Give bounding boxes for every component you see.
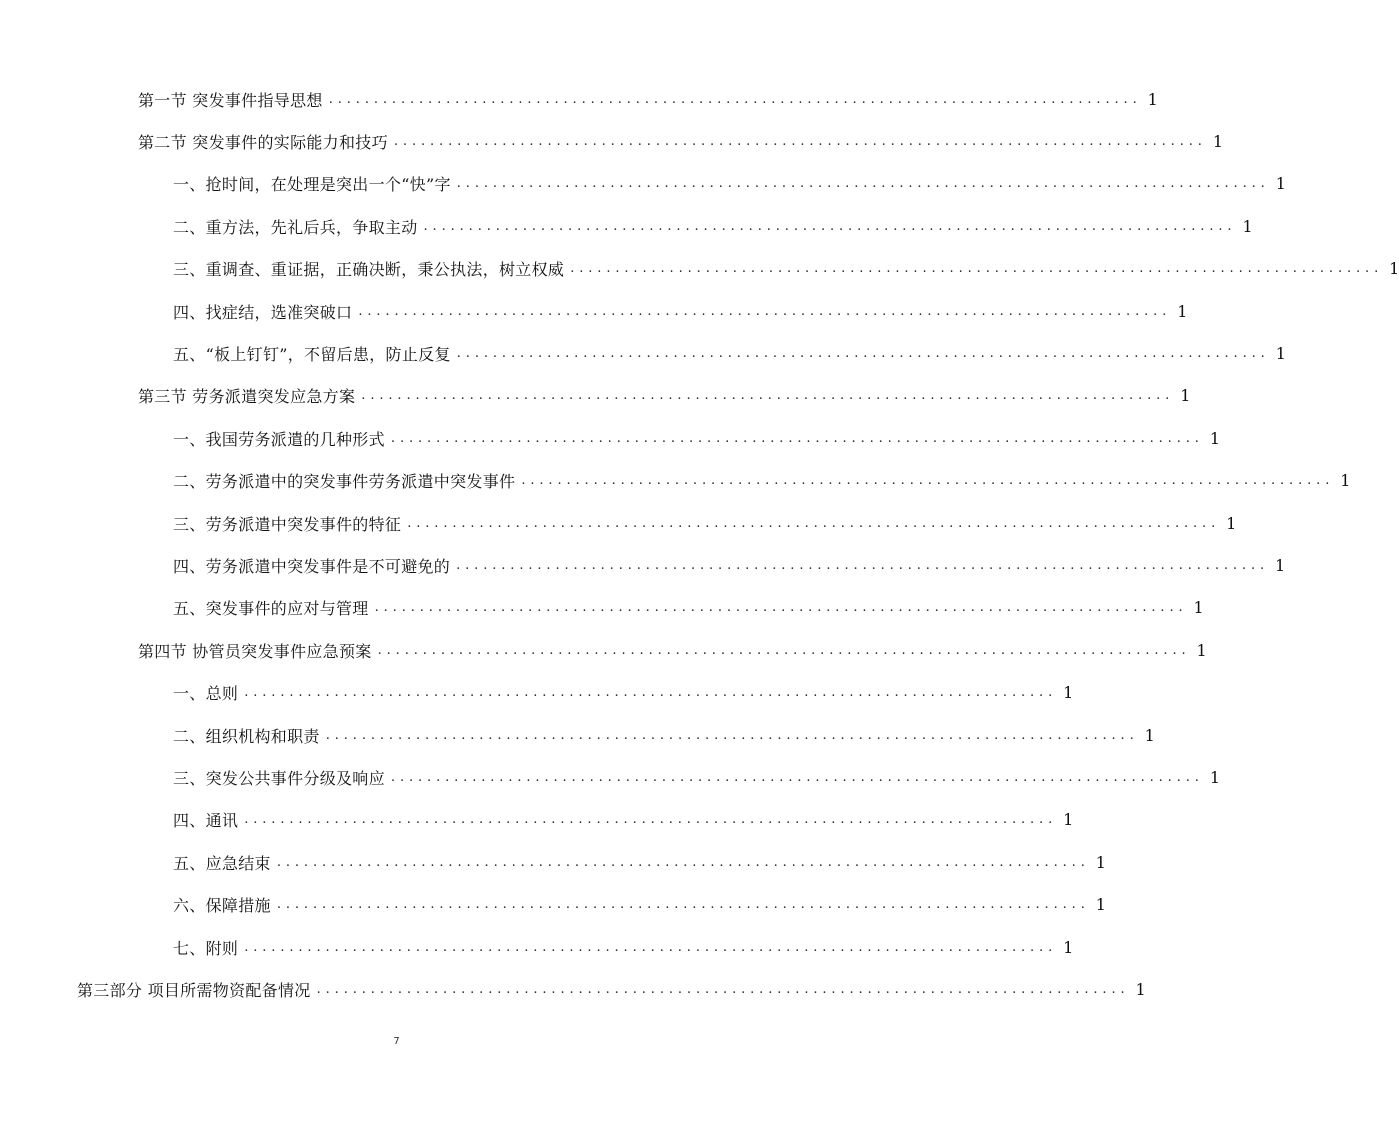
toc-entry-page: 1 [1226, 513, 1237, 533]
toc-leader-dots: .......................................................................................... [423, 218, 1237, 234]
toc-entry-page: 1 [1063, 937, 1074, 957]
toc-entry-page: 1 [1196, 640, 1207, 660]
toc-entry[interactable] [0, 78, 1158, 120]
toc-entry[interactable] [0, 205, 1253, 247]
toc-leader-dots: .......................................................................................... [393, 134, 1207, 150]
toc-leader-dots: .......................................................................................... [358, 303, 1172, 319]
toc-entry-page: 1 [1177, 301, 1188, 321]
table-of-contents [0, 78, 1399, 1011]
toc-entry[interactable] [0, 799, 1074, 841]
toc-leader-dots: .......................................................................................... [521, 473, 1335, 489]
toc-entry-label: 二、重方法，先礼后兵，争取主动 [173, 217, 418, 237]
toc-entry-label: 五、应急结束 [173, 853, 271, 873]
toc-entry[interactable] [0, 671, 1074, 713]
page-number: 7 [393, 1036, 400, 1047]
toc-leader-dots: .......................................................................................... [407, 515, 1221, 531]
toc-entry[interactable] [0, 841, 1106, 883]
toc-entry-page: 1 [1389, 259, 1399, 279]
toc-leader-dots: .......................................................................................... [456, 176, 1270, 192]
toc-entry-label: 七、附则 [173, 938, 239, 958]
toc-entry-label: 五、“板上钉钉”，不留后患，防止反复 [173, 345, 451, 365]
toc-entry-label: 二、劳务派遣中的突发事件劳务派遣中突发事件 [173, 472, 516, 492]
toc-entry[interactable] [0, 968, 1146, 1010]
toc-entry-label: 一、我国劳务派遣的几种形式 [173, 429, 385, 449]
toc-entry-page: 1 [1209, 767, 1221, 787]
toc-entry[interactable] [0, 587, 1204, 629]
toc-entry-page: 1 [1180, 386, 1191, 406]
toc-entry-page: 1 [1212, 132, 1223, 152]
toc-entry-page: 1 [1242, 216, 1253, 236]
toc-entry-label: 一、总则 [173, 684, 239, 704]
toc-entry[interactable] [0, 460, 1351, 502]
toc-entry-label: 六、保障措施 [173, 896, 271, 916]
toc-leader-dots: .......................................................................................... [316, 981, 1130, 997]
toc-leader-dots: .......................................................................................... [361, 388, 1175, 404]
toc-entry-label: 三、突发公共事件分级及响应 [173, 768, 385, 788]
toc-leader-dots: .......................................................................................... [390, 430, 1204, 446]
toc-entry-label: 第三部分 项目所需物资配备情况 [77, 980, 311, 1000]
toc-entry-page: 1 [1147, 89, 1158, 109]
toc-entry-label: 三、重调查、重证据，正确决断，秉公执法，树立权威 [173, 260, 565, 280]
toc-entry-page: 1 [1144, 725, 1155, 745]
toc-leader-dots: .......................................................................................... [456, 346, 1270, 362]
toc-entry-label: 第三节 劳务派遣突发应急方案 [138, 387, 356, 407]
toc-entry-page: 1 [1095, 895, 1106, 915]
toc-entry-label: 第四节 协管员突发事件应急预案 [138, 641, 372, 661]
toc-leader-dots: .......................................................................................... [244, 812, 1058, 828]
toc-entry[interactable] [0, 756, 1221, 798]
toc-leader-dots: .......................................................................................... [456, 557, 1270, 573]
toc-entry-page: 1 [1275, 344, 1286, 364]
toc-entry-label: 一、抢时间，在处理是突出一个“快”字 [173, 175, 451, 195]
toc-entry-label: 四、通讯 [173, 811, 239, 831]
toc-entry[interactable] [0, 417, 1221, 459]
toc-entry[interactable] [0, 332, 1286, 374]
toc-entry[interactable] [0, 544, 1286, 586]
toc-leader-dots: .......................................................................................... [570, 261, 1384, 277]
toc-leader-dots: .......................................................................................... [244, 685, 1058, 701]
toc-leader-dots: .......................................................................................... [325, 727, 1139, 743]
toc-entry[interactable] [0, 502, 1237, 544]
toc-entry-label: 三、劳务派遣中突发事件的特征 [173, 514, 402, 534]
toc-entry[interactable] [0, 120, 1223, 162]
toc-entry-label: 二、组织机构和职责 [173, 726, 320, 746]
toc-leader-dots: .......................................................................................... [276, 854, 1090, 870]
toc-leader-dots: .......................................................................................... [244, 939, 1058, 955]
toc-entry-page: 1 [1275, 555, 1286, 575]
toc-entry-page: 1 [1095, 852, 1106, 872]
toc-entry[interactable] [0, 714, 1155, 756]
toc-entry[interactable] [0, 926, 1074, 968]
toc-entry[interactable] [0, 290, 1188, 332]
toc-entry-label: 四、劳务派遣中突发事件是不可避免的 [173, 556, 451, 576]
toc-entry-page: 1 [1209, 428, 1221, 448]
toc-entry[interactable] [0, 248, 1399, 290]
toc-entry-label: 第一节 突发事件指导思想 [138, 90, 323, 110]
toc-entry-label: 五、突发事件的应对与管理 [173, 599, 369, 619]
toc-entry-page: 1 [1063, 683, 1074, 703]
toc-entry-page: 1 [1275, 174, 1286, 194]
toc-entry-page: 1 [1340, 471, 1351, 491]
toc-entry[interactable] [0, 629, 1207, 671]
toc-entry[interactable] [0, 375, 1191, 417]
toc-entry-page: 1 [1135, 979, 1146, 999]
toc-leader-dots: .......................................................................................... [377, 642, 1191, 658]
toc-leader-dots: .......................................................................................... [276, 897, 1090, 913]
toc-entry[interactable] [0, 163, 1286, 205]
toc-leader-dots: .......................................................................................... [328, 91, 1142, 107]
toc-entry-page: 1 [1063, 810, 1074, 830]
toc-entry-page: 1 [1193, 598, 1204, 618]
toc-entry-label: 第二节 突发事件的实际能力和技巧 [138, 133, 388, 153]
toc-entry[interactable] [0, 883, 1106, 925]
toc-entry-label: 四、找症结，选准突破口 [173, 302, 353, 322]
toc-leader-dots: .......................................................................................... [390, 769, 1204, 785]
toc-leader-dots: .......................................................................................... [374, 600, 1188, 616]
